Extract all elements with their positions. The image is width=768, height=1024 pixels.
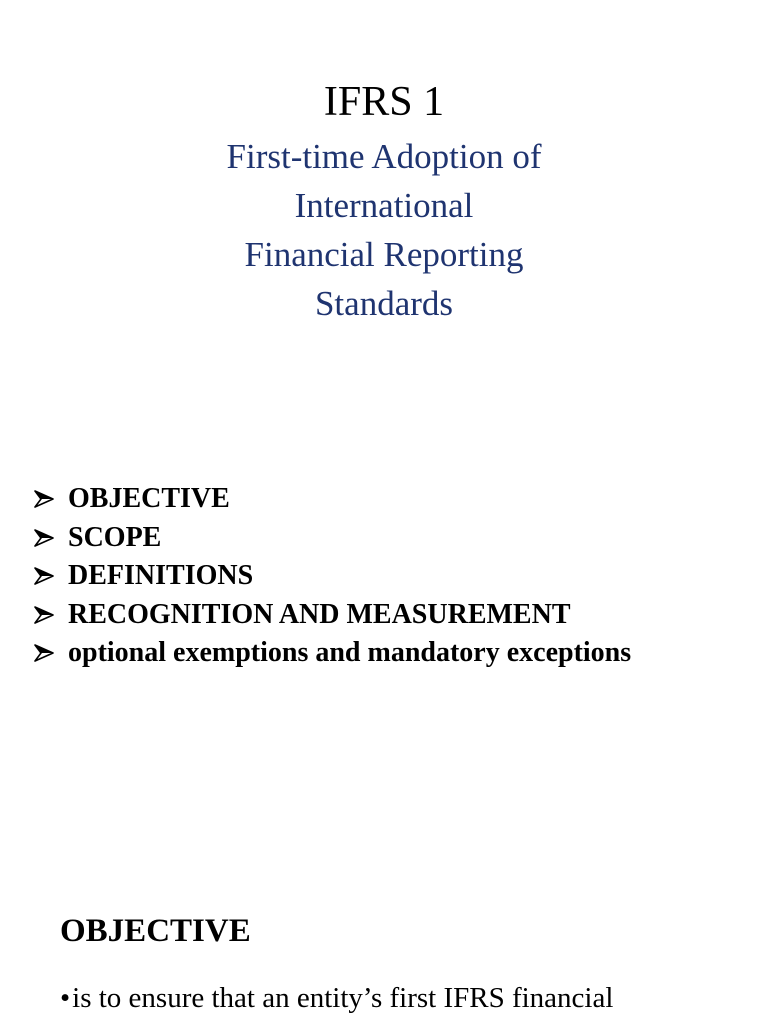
subtitle-line: Standards xyxy=(314,284,454,323)
list-item xyxy=(34,596,631,635)
list-item xyxy=(34,634,631,673)
list-item xyxy=(34,557,631,596)
slide-objective xyxy=(0,880,768,1024)
arrowhead-bullet-icon xyxy=(34,524,68,552)
arrowhead-bullet-icon xyxy=(34,562,68,590)
topic-label: SCOPE xyxy=(68,521,162,553)
topic-list xyxy=(34,480,631,673)
subtitle-line: First-time Adoption of xyxy=(226,137,542,176)
page-subtitle xyxy=(0,132,768,328)
objective-text xyxy=(60,978,613,1018)
topic-label: OBJECTIVE xyxy=(68,483,230,515)
topic-label: optional exemptions and mandatory exceptions xyxy=(68,637,632,669)
topic-label: DEFINITIONS xyxy=(68,560,254,592)
subtitle-line: Financial Reporting xyxy=(244,235,524,274)
arrowhead-bullet-icon xyxy=(34,601,68,629)
bullet-dot: • xyxy=(60,982,71,1014)
section-heading: OBJECTIVE xyxy=(60,913,251,949)
arrowhead-bullet-icon xyxy=(34,485,68,513)
arrowhead-bullet-icon xyxy=(34,639,68,667)
list-item xyxy=(34,519,631,558)
subtitle-line: International xyxy=(294,186,474,225)
page-title: IFRS 1 xyxy=(323,79,445,125)
topic-label: RECOGNITION AND MEASUREMENT xyxy=(68,598,571,630)
list-item xyxy=(34,480,631,519)
objective-body: is to ensure that an entity’s first IFRS financial xyxy=(72,982,614,1014)
